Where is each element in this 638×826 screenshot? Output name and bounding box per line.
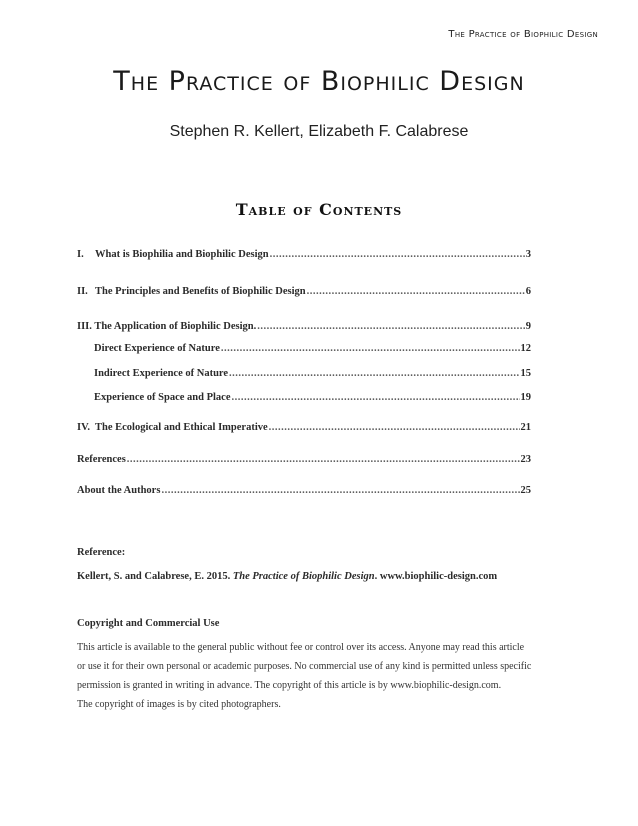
toc-entry-label: III. The Application of Biophilic Design. xyxy=(77,321,257,332)
toc-entry-page: 23 xyxy=(520,454,531,465)
toc-entry-label: The Ecological and Ethical Imperative xyxy=(95,422,268,433)
copyright-line: permission is granted in writing in advance. The copyright of this article is by www.biophilic-design.com. xyxy=(77,680,502,691)
toc-entry-label: What is Biophilia and Biophilic Design xyxy=(95,249,269,260)
toc-entry-references[interactable] xyxy=(77,454,531,465)
toc-entry-page: 19 xyxy=(520,392,531,403)
toc-entry-page: 12 xyxy=(520,343,531,354)
reference-suffix: . www.biophilic-design.com xyxy=(374,571,498,582)
toc-leader-dots xyxy=(269,422,520,433)
toc-entry-label: Experience of Space and Place xyxy=(94,392,231,403)
toc-leader-dots xyxy=(127,454,520,465)
toc-entry-1[interactable] xyxy=(77,249,531,260)
toc-entry-label: The Principles and Benefits of Biophilic Design xyxy=(95,286,306,297)
copyright-label: Copyright and Commercial Use xyxy=(77,618,220,629)
toc-entry-4[interactable] xyxy=(77,422,531,433)
toc-leader-dots xyxy=(229,368,519,379)
reference-prefix: Kellert, S. and Calabrese, E. 2015. xyxy=(77,571,233,582)
toc-entry-page: 9 xyxy=(525,321,531,332)
toc-leader-dots xyxy=(231,392,519,403)
copyright-line: or use it for their own personal or academic purposes. No commercial use of any kind is permitted unless specific xyxy=(77,661,532,672)
document-title: The Practice of Biophilic Design xyxy=(113,66,525,97)
reference-label: Reference: xyxy=(77,547,126,558)
toc-entry-label: Indirect Experience of Nature xyxy=(94,368,229,379)
toc-entry-about-authors[interactable] xyxy=(77,485,531,496)
toc-entry-number: II. xyxy=(77,286,88,297)
toc-heading: Table of Contents xyxy=(235,200,403,219)
toc-leader-dots xyxy=(257,321,525,332)
toc-entry-number: IV. xyxy=(77,422,90,433)
toc-entry-label: Direct Experience of Nature xyxy=(94,343,220,354)
toc-entry-page: 21 xyxy=(520,422,531,433)
toc-entry-page: 3 xyxy=(525,249,531,260)
toc-entry-number: I. xyxy=(77,249,84,260)
toc-subentry-space-place[interactable] xyxy=(94,392,531,403)
toc-entry-page: 6 xyxy=(525,286,531,297)
copyright-line: The copyright of images is by cited photographers. xyxy=(77,699,281,710)
toc-subentry-indirect[interactable] xyxy=(94,368,531,379)
toc-leader-dots xyxy=(221,343,520,354)
reference-citation xyxy=(77,571,557,582)
toc-entry-page: 25 xyxy=(520,485,531,496)
reference-title: The Practice of Biophilic Design xyxy=(232,571,375,582)
toc-entry-3[interactable] xyxy=(77,321,531,332)
running-head: The Practice of Biophilic Design xyxy=(448,29,598,40)
toc-leader-dots xyxy=(307,286,525,297)
toc-entry-label: About the Authors xyxy=(77,485,161,496)
toc-entry-page: 15 xyxy=(520,368,531,379)
toc-entry-2[interactable] xyxy=(77,286,531,297)
copyright-body xyxy=(77,638,577,714)
authors: Stephen R. Kellert, Elizabeth F. Calabrese xyxy=(169,123,469,140)
toc-leader-dots xyxy=(161,485,519,496)
toc-entry-label: References xyxy=(77,454,126,465)
toc-leader-dots xyxy=(270,249,525,260)
toc-subentry-direct[interactable] xyxy=(94,343,531,354)
copyright-line: This article is available to the general public without fee or control over its access. Anyone may read this article xyxy=(77,642,525,653)
